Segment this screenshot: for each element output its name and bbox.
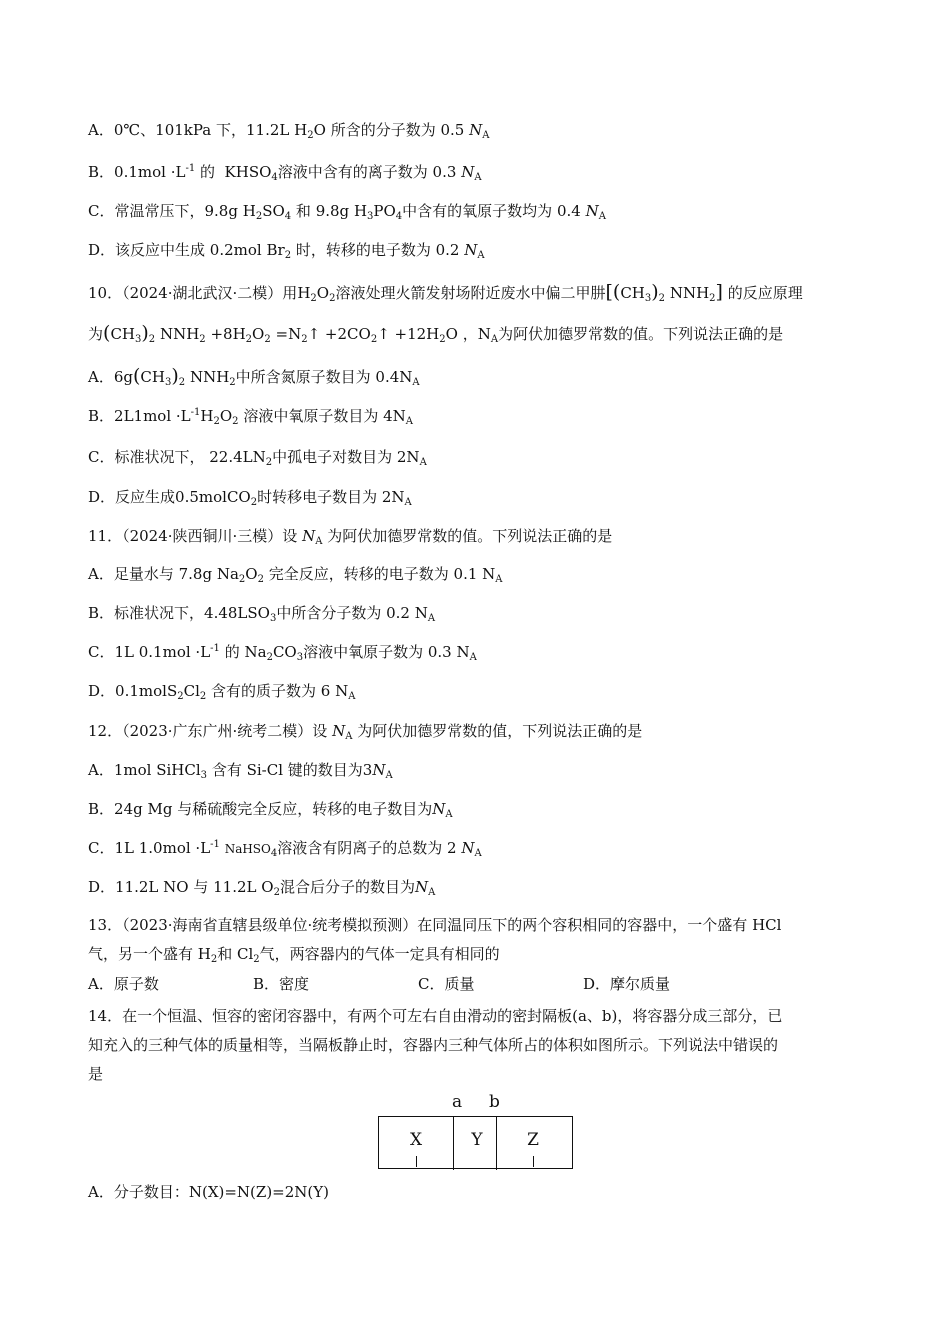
q13-options [88,974,670,994]
q14-stem-line3: 是 [88,1065,104,1083]
q13-option-a: A．原子数 [88,975,159,993]
q12-option-a: A．1mol SiHCl$_3$ 含有 Si-Cl 键的数目为$3N_A$ [88,761,393,781]
q11-option-d: D．$0.1molS_2Cl_2$ 含有的质子数为 6 $N_A$ [88,682,356,702]
container-diagram [376,1090,576,1172]
q10-option-c: C．标准状况下， $22.4LN_2$中孤电子对数目为 $2N_A$ [88,448,427,468]
q14-stem-line2: 知充入的三种气体的质量相等，当隔板静止时，容器内三种气体所占的体积如图所示。下列说法中错误的 [88,1036,779,1054]
q13-stem-line1: 13．（2023·海南省直辖县级单位·统考模拟预测）在同温同压下的两个容积相同的容器中，一个盛有 HCl [88,916,782,934]
q10-stem-line2: 为$(CH_3)_2$ $NNH_2 +8H_2O_2$ $=N_2↑$ $+2CO_2↑ +12H_2O$ ，$N_A$为阿伏加德罗常数的值。下列说法正确的是 [88,322,784,345]
q10-option-d: D．反应生成0.5molCO$_2$时转移电子数目为 $2N_A$ [88,488,412,508]
q11-option-c: C．1L $0.1mol \cdot L^{-1}$ 的 $Na_2CO_3$溶液中氧原子数为 0.3 $N_A$ [88,643,477,663]
q9-option-a: A．0℃、101kPa 下，11.2L $H_2O$ 所含的分子数为 0.5 $N_A$ [88,121,490,141]
q10-option-b: B．$2L1mol \cdot L^{-1}H_2O_2$ 溶液中氧原子数目为 $4N_A$ [88,407,413,427]
q11-option-a: A．足量水与 7.8g $Na_2O_2$ 完全反应，转移的电子数为 0.1 $N_A$ [88,565,503,585]
q13-stem-line2: 气，另一个盛有 $H_2$和 $Cl_2$气，两容器内的气体一定具有相同的 [88,945,500,965]
partition-b [496,1116,497,1170]
gas-x-label: X [409,1130,423,1150]
q10-stem-line1: 10．（2024·湖北武汉·二模）用$H_2O_2$溶液处理火箭发射场附近废水中偏二甲肼[$(CH_3)_2$ $NNH_2$] 的反应原理 [88,281,803,304]
gas-z-label: Z [527,1130,539,1150]
partition-label-a: a [452,1092,463,1112]
q12-option-c: C．1L $1.0mol \cdot L^{-1}$ NaHSO$_4$溶液含有阴离子的总数为 2 $N_A$ [88,839,482,859]
q13-option-c: C．质量 [418,975,475,993]
q9-option-d: D．该反应中生成 0.2mol $Br_2$ 时，转移的电子数为 0.2 $N_A$ [88,241,485,261]
q9-option-c: C．常温常压下，9.8g $H_2SO_4$ 和 9.8g $H_3PO_4$中含有的氧原子数均为 0.4 $N_A$ [88,202,606,222]
q13-option-d: D．摩尔质量 [583,975,671,993]
q14-option-a: A．分子数目：N(X)=N(Z)=2N(Y) [88,1183,330,1201]
q10-option-a: A．$6g(CH_3)_2$ $NNH_2$中所含氮原子数目为 $0.4N_A$ [88,365,420,388]
q12-stem: 12．（2023·广东广州·统考二模）设 $N_A$ 为阿伏加德罗常数的值，下列说法正确的是 [88,722,643,742]
tick-mark-x [416,1156,417,1167]
gas-y-label: Y [471,1130,483,1150]
partition-a [453,1116,454,1170]
q13-option-b: B．密度 [253,975,310,993]
tick-mark-z [533,1156,534,1167]
q9-option-b: B．$0.1mol \cdot L^{-1}$ 的 $KHSO_4$溶液中含有的离子数为 0.3 $N_A$ [88,163,482,183]
q12-option-b: B．24g Mg 与稀硫酸完全反应，转移的电子数目为$N_A$ [88,800,453,820]
partition-label-b: b [489,1092,500,1112]
q14-stem-line1: 14．在一个恒温、恒容的密闭容器中，有两个可左右自由滑动的密封隔板(a、b)，将容器分成三部分，已 [88,1007,783,1025]
q11-option-b: B．标准状况下，$4.48LSO_3$中所含分子数为 0.2 $N_A$ [88,604,436,624]
q11-stem: 11．（2024·陕西铜川·三模）设 $N_A$ 为阿伏加德罗常数的值。下列说法正确的是 [88,527,613,547]
q12-option-d: D．11.2L NO 与 11.2L $O_2$混合后分子的数目为$N_A$ [88,878,436,898]
